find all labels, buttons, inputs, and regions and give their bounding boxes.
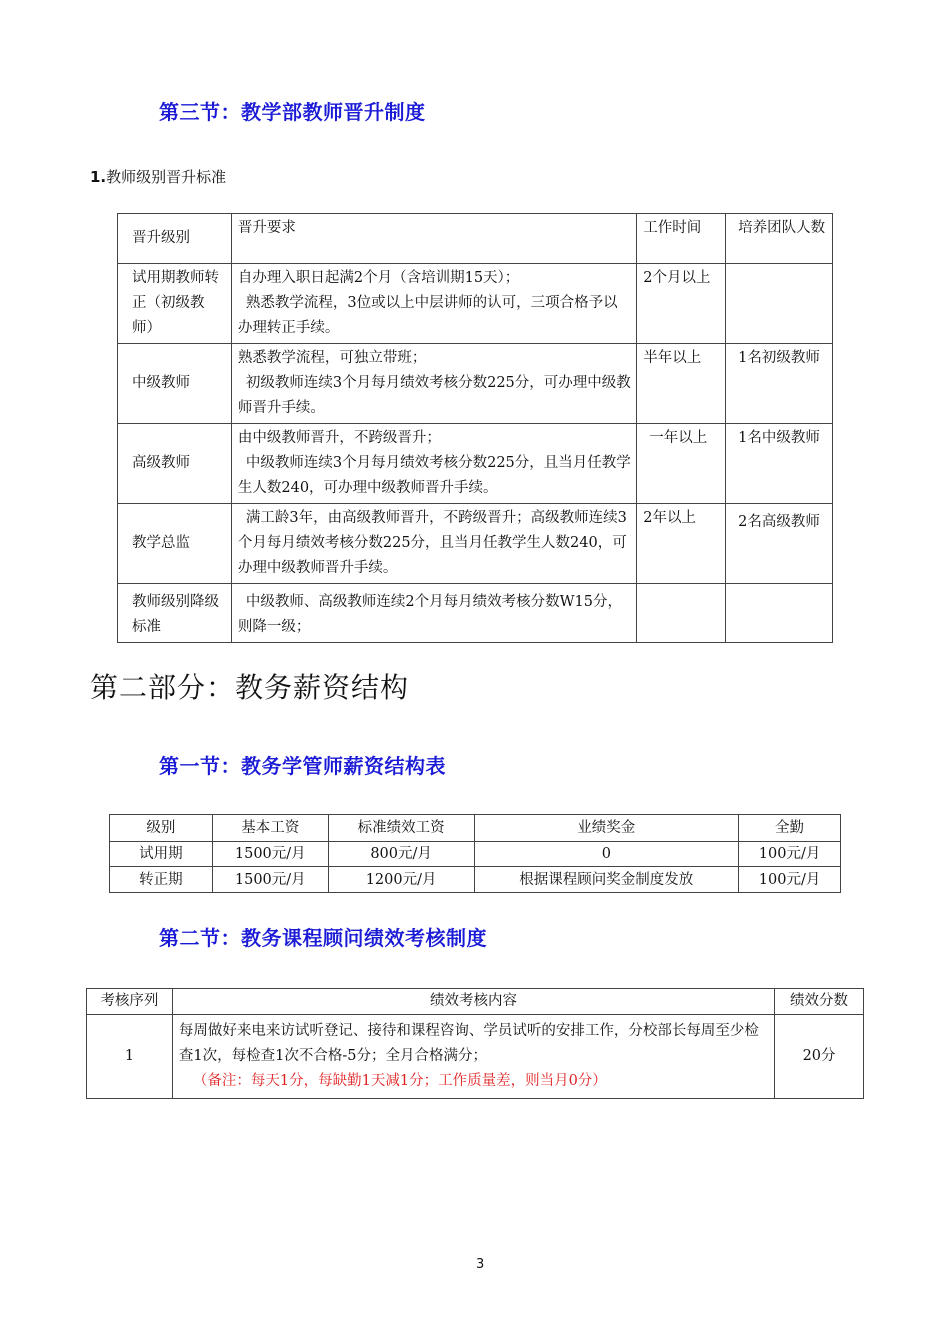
requirement-cell xyxy=(231,504,636,584)
table-row xyxy=(118,344,833,424)
score-cell: 20分 xyxy=(775,1015,864,1099)
content-cell xyxy=(172,1015,774,1099)
header-cell: 工作时间 xyxy=(637,214,726,264)
part2-title: 第二部分：教务薪资结构 xyxy=(90,671,410,704)
team-cell xyxy=(726,584,833,643)
table-header-row xyxy=(87,989,864,1015)
subheading-number: 1. xyxy=(90,168,107,186)
level-cell: 中级教师 xyxy=(118,344,232,424)
header-cell: 基本工资 xyxy=(212,815,328,842)
table-cell: 1500元/月 xyxy=(212,842,328,867)
section2-title: 第二节：教务课程顾问绩效考核制度 xyxy=(159,926,487,950)
level-cell: 高级教师 xyxy=(118,424,232,504)
team-cell: 1名中级教师 xyxy=(726,424,833,504)
requirement-cell xyxy=(231,344,636,424)
note-text: （备注：每天1分，每缺勤1天减1分；工作质量差，则当月0分） xyxy=(192,1073,607,1089)
requirement-line: 熟悉教学流程，可独立带班； xyxy=(237,350,427,366)
requirement-line: 由中级教师晋升，不跨级晋升； xyxy=(237,430,441,446)
table-header-row xyxy=(110,815,841,842)
promotion-table xyxy=(117,213,833,643)
header-cell: 考核序列 xyxy=(87,989,173,1015)
table-cell: 800元/月 xyxy=(328,842,474,867)
requirement-line: 熟悉教学流程，3位或以上中层讲师的认可，三项合格予以办理转正手续。 xyxy=(237,295,618,336)
level-cell: 教师级别降级标准 xyxy=(118,584,232,643)
table-header-row xyxy=(118,214,833,264)
header-cell: 业绩奖金 xyxy=(474,815,739,842)
seq-cell: 1 xyxy=(87,1015,173,1099)
subheading-promotion-standard xyxy=(90,166,226,187)
salary-table xyxy=(109,814,841,893)
time-cell: 一年以上 xyxy=(637,424,726,504)
header-cell: 培养团队人数 xyxy=(726,214,833,264)
requirement-line: 中级教师、高级教师连续2个月每月绩效考核分数W15分，则降一级； xyxy=(237,594,622,635)
requirement-line: 满工龄3年，由高级教师晋升，不跨级晋升；高级教师连续3个月每月绩效考核分数225分，且当月任教学生人数240，可办理中级教师晋升手续。 xyxy=(237,510,627,576)
time-cell: 2个月以上 xyxy=(637,264,726,344)
team-cell: 2名高级教师 xyxy=(726,504,833,584)
requirement-line: 中级教师连续3个月每月绩效考核分数225分，且当月任教学生人数240，可办理中级教师晋升手续。 xyxy=(237,455,631,496)
header-cell: 晋升要求 xyxy=(231,214,636,264)
header-cell: 晋升级别 xyxy=(118,214,232,264)
table-cell: 根据课程顾问奖金制度发放 xyxy=(474,867,739,893)
time-cell xyxy=(637,584,726,643)
header-cell: 级别 xyxy=(110,815,213,842)
header-cell: 绩效分数 xyxy=(775,989,864,1015)
header-cell: 全勤 xyxy=(739,815,841,842)
table-row xyxy=(118,424,833,504)
subheading-text: 教师级别晋升标准 xyxy=(106,168,227,186)
requirement-cell xyxy=(231,424,636,504)
table-row xyxy=(87,1015,864,1099)
content-text: 每周做好来电来访试听登记、接待和课程咨询、学员试听的安排工作，分校部长每周至少检查1次，每检查1次不合格-5分；全月合格满分； xyxy=(178,1023,759,1064)
requirement-line: 初级教师连续3个月每月绩效考核分数225分，可办理中级教师晋升手续。 xyxy=(237,375,631,416)
header-cell: 绩效考核内容 xyxy=(172,989,774,1015)
section3-title: 第三节：教学部教师晋升制度 xyxy=(159,100,426,124)
table-row xyxy=(110,867,841,893)
level-cell: 教学总监 xyxy=(118,504,232,584)
performance-table xyxy=(86,988,864,1099)
table-cell: 1500元/月 xyxy=(212,867,328,893)
requirement-cell xyxy=(231,584,636,643)
time-cell: 半年以上 xyxy=(637,344,726,424)
team-cell xyxy=(726,264,833,344)
time-cell: 2年以上 xyxy=(637,504,726,584)
table-cell: 1200元/月 xyxy=(328,867,474,893)
table-row xyxy=(118,264,833,344)
requirement-line: 自办理入职日起满2个月（含培训期15天）； xyxy=(237,270,520,286)
table-cell: 100元/月 xyxy=(739,842,841,867)
table-cell: 转正期 xyxy=(110,867,213,893)
requirement-cell xyxy=(231,264,636,344)
header-cell: 标准绩效工资 xyxy=(328,815,474,842)
table-cell: 0 xyxy=(474,842,739,867)
table-cell: 试用期 xyxy=(110,842,213,867)
section1-title: 第一节：教务学管师薪资结构表 xyxy=(159,754,446,778)
table-row xyxy=(118,584,833,643)
table-row xyxy=(118,504,833,584)
team-cell: 1名初级教师 xyxy=(726,344,833,424)
table-row xyxy=(110,842,841,867)
page-number: 3 xyxy=(476,1257,485,1272)
table-cell: 100元/月 xyxy=(739,867,841,893)
level-cell: 试用期教师转正（初级教师） xyxy=(118,264,232,344)
